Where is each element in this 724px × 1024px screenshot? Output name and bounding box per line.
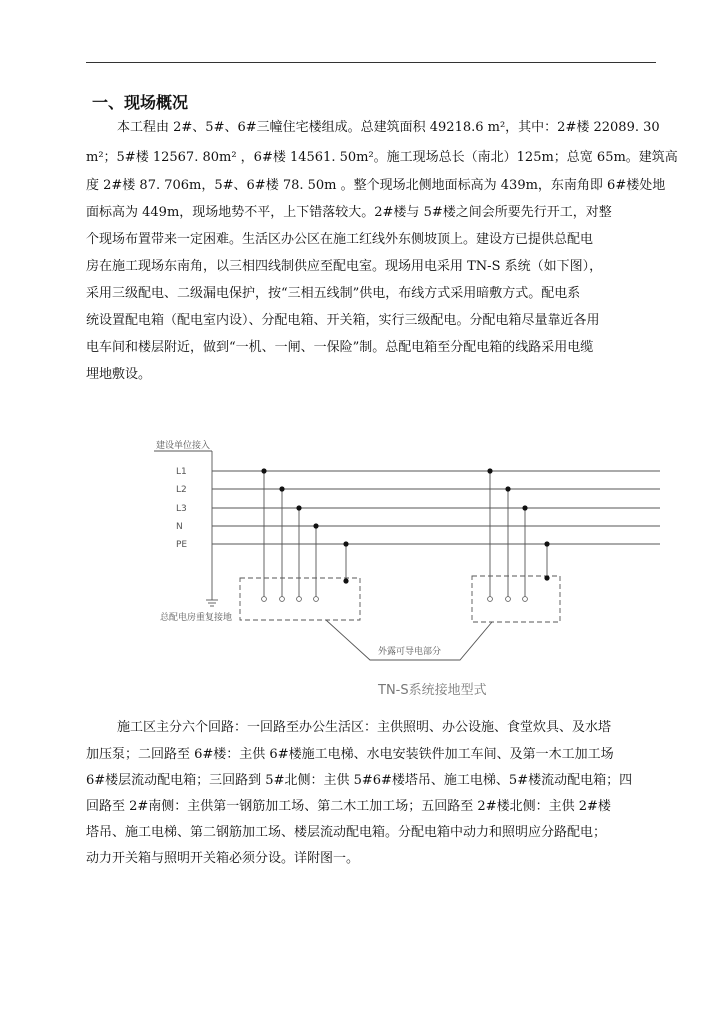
paragraph-1-line: 面标高为 449m，现场地势不平，上下错落较大。2#楼与 5#楼之间会所要先行开工，对整 xyxy=(86,205,612,220)
paragraph-1-line: 本工程由 2#、5#、6#三幢住宅楼组成。总建筑面积 49218.6 m²，其中：2#楼 22089. 30 xyxy=(117,120,660,135)
terminal xyxy=(523,597,528,602)
conductor-label-l3: L3 xyxy=(176,504,187,514)
junction-dot xyxy=(313,523,318,528)
junction-dot xyxy=(261,468,266,473)
header-rule xyxy=(86,62,656,63)
paragraph-2-line: 塔吊、施工电梯、第二钢筋加工场、楼层流动配电箱。分配电箱中动力和照明应分路配电； xyxy=(86,825,607,840)
right-load-box xyxy=(472,576,560,622)
terminal xyxy=(280,597,285,602)
junction-dot xyxy=(296,505,301,510)
boundary-label: 外露可导电部分 xyxy=(378,647,442,657)
conductor-label-l1: L1 xyxy=(176,467,187,477)
paragraph-1-line: 埋地敷设。 xyxy=(86,367,152,382)
paragraph-1-line: 采用三级配电、二级漏电保护，按“三相五线制”供电，布线方式采用暗敷方式。配电系 xyxy=(86,286,581,301)
conductor-label-pe: PE xyxy=(176,540,188,550)
section-heading: 一、现场概况 xyxy=(92,93,189,112)
paragraph-1-line: 度 2#楼 87. 706m，5#、6#楼 78. 50m 。整个现场北侧地面标高为 439m，东南角即 6#楼处地 xyxy=(86,178,666,193)
junction-dot xyxy=(544,575,549,580)
ground-label: 总配电房重复接地 xyxy=(160,613,233,623)
junction-dot xyxy=(343,578,348,583)
terminal xyxy=(314,597,319,602)
paragraph-1-line: m²；5#楼 12567. 80m² ，6#楼 14561. 50m²。施工现场总长（南北）125m；总宽 65m。建筑高 xyxy=(86,150,678,165)
terminal xyxy=(488,597,493,602)
paragraph-2-line: 加压泵；二回路至 6#楼：主供 6#楼施工电梯、水电安装铁件加工车间、及第一木工加工场 xyxy=(86,747,614,762)
conductor-label-n: N xyxy=(176,522,183,532)
paragraph-2-line: 动力开关箱与照明开关箱必须分设。详附图一。 xyxy=(86,851,360,866)
junction-dot xyxy=(522,505,527,510)
conductor-label-l2: L2 xyxy=(176,485,187,495)
terminal xyxy=(506,597,511,602)
junction-dot xyxy=(343,541,348,546)
junction-dot xyxy=(544,541,549,546)
paragraph-2-line: 6#楼层流动配电箱；三回路到 5#北侧：主供 5#6#楼塔吊、施工电梯、5#楼流动配电箱；四 xyxy=(86,773,633,788)
paragraph-1-line: 房在施工现场东南角，以三相四线制供应至配电室。现场用电采用 TN-S 系统（如下图）， xyxy=(86,259,603,274)
junction-dot xyxy=(487,468,492,473)
paragraph-1-line: 电车间和楼层附近，做到“一机、一闸、一保险”制。总配电箱至分配电箱的线路采用电缆 xyxy=(86,340,594,355)
terminal xyxy=(297,597,302,602)
junction-dot xyxy=(505,486,510,491)
paragraph-2-line: 回路至 2#南侧：主供第一钢筋加工场、第二木工加工场；五回路至 2#楼北侧：主供 2#楼 xyxy=(86,799,611,814)
junction-dot xyxy=(279,486,284,491)
supply-label: 建设单位接入 xyxy=(156,441,211,451)
terminal xyxy=(262,597,267,602)
diagram-caption: TN-S系统接地型式 xyxy=(378,683,487,698)
tn-s-diagram xyxy=(140,428,670,708)
paragraph-1-line: 个现场布置带来一定困难。生活区办公区在施工红线外东侧坡顶上。建设方已提供总配电 xyxy=(86,232,594,247)
paragraph-1-line: 统设置配电箱（配电室内设）、分配电箱、开关箱，实行三级配电。分配电箱尽量靠近各用 xyxy=(86,313,600,328)
paragraph-2-line: 施工区主分六个回路：一回路至办公生活区：主供照明、办公设施、食堂炊具、及水塔 xyxy=(117,720,612,735)
